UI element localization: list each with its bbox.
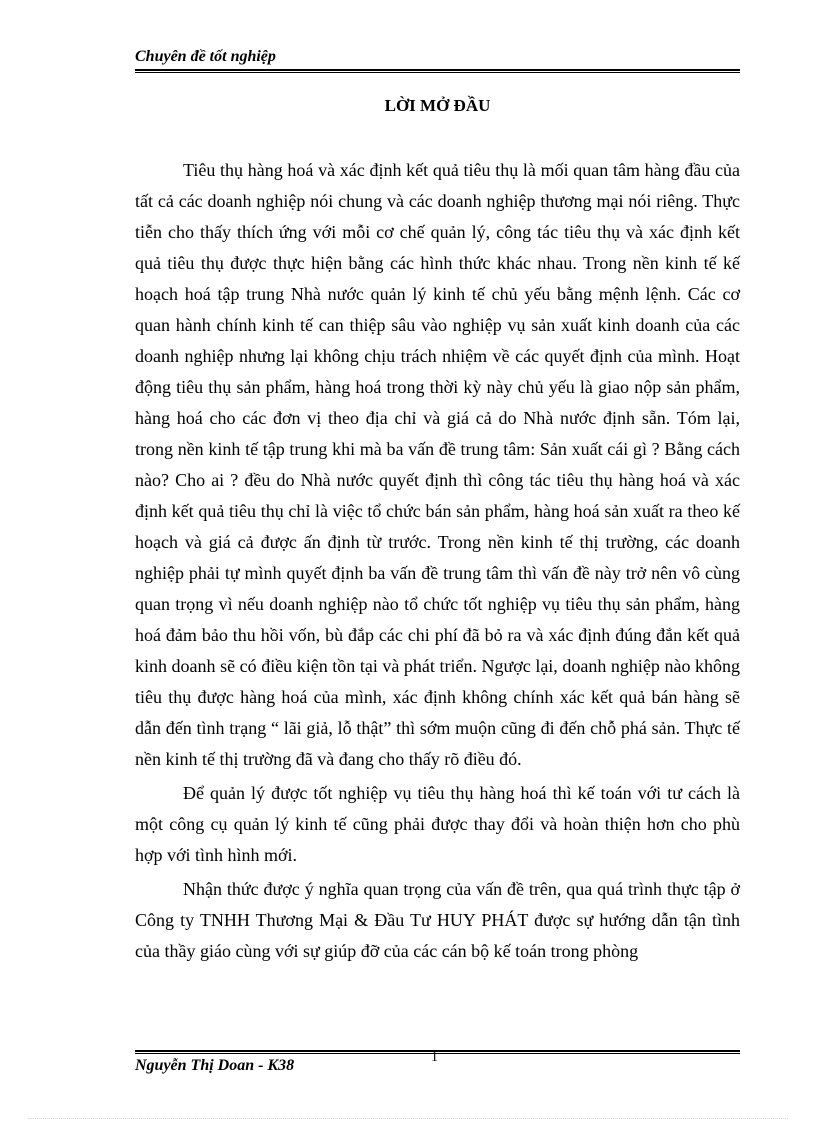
paragraph: Để quản lý được tốt nghiệp vụ tiêu thụ hàng hoá thì kế toán với tư cách là một công cụ quản lý kinh tế cũng phải được thay đổi và hoàn thiện hơn cho phù hợp với tình hình mới. bbox=[135, 783, 740, 865]
paragraph: Tiêu thụ hàng hoá và xác định kết quả tiêu thụ là mối quan tâm hàng đầu của tất cả các doanh nghiệp nói chung và các doanh nghiệp thương mại nói riêng. Thực tiễn cho thấy thích ứng với mỗi cơ chế quản lý, công tác tiêu thụ và xác định kết quả tiêu thụ được thực hiện bằng các hình thức khác nhau. Trong nền kinh tế kế hoạch hoá tập trung Nhà nước quản lý kinh tế chủ yếu bằng mệnh lệnh. Các cơ quan hành chính kinh tế can thiệp sâu vào nghiệp vụ sản xuất kinh doanh của các doanh nghiệp nhưng lại không chịu trách nhiệm về các quyết định của mình. Hoạt động tiêu thụ sản phẩm, hàng hoá trong thời kỳ này chủ yếu là giao nộp sản phẩm, hàng hoá cho các đơn vị theo địa chỉ và giá cả do Nhà nước định sẵn. Tóm lại, trong nền kinh tế tập trung khi mà ba vấn đề trung tâm: Sản xuất cái gì ? Bằng cách nào? Cho ai ? đều do Nhà nước quyết định thì công tác tiêu thụ hàng hoá và xác định kết quả tiêu thụ chỉ là việc tổ chức bán sản phẩm, hàng hoá sản xuất ra theo kế hoạch và giá cả được ấn định từ trước. Trong nền kinh tế thị trường, các doanh nghiệp phải tự mình quyết định ba vấn đề trung tâm thì vấn đề này trở nên vô cùng quan trọng vì nếu doanh nghiệp nào tổ chức tốt nghiệp vụ tiêu thụ sản phẩm, hàng hoá đảm bảo thu hồi vốn, bù đắp các chi phí đã bỏ ra và xác định đúng đắn kết quả kinh doanh sẽ có điều kiện tồn tại và phát triển. Ngược lại, doanh nghiệp nào không tiêu thụ được hàng hoá của mình, xác định không chính xác kết quả bán hàng sẽ dẫn đến tình trạng “ lãi giả, lỗ thật” thì sớm muộn cũng đi đến chỗ phá sản. Thực tế nền kinh tế thị trường đã và đang cho thấy rõ điều đó. bbox=[135, 160, 740, 769]
header-rule-thin bbox=[135, 72, 740, 73]
document-body bbox=[135, 155, 740, 970]
page-edge-divider bbox=[28, 1118, 788, 1119]
page-number: 1 bbox=[431, 1050, 438, 1065]
header-rule bbox=[135, 69, 740, 71]
paragraph: Nhận thức được ý nghĩa quan trọng của vấn đề trên, qua quá trình thực tập ở Công ty TNHH Thương Mại & Đầu Tư HUY PHÁT được sự hướng dẫn tận tình của thầy giáo cùng với sự giúp đỡ của các cán bộ kế toán trong phòng bbox=[135, 879, 740, 961]
footer-author: Nguyễn Thị Doan - K38 bbox=[135, 1057, 295, 1074]
running-header: Chuyên đề tốt nghiệp bbox=[135, 48, 276, 65]
page-title: LỜI MỞ ĐẦU bbox=[384, 96, 491, 115]
